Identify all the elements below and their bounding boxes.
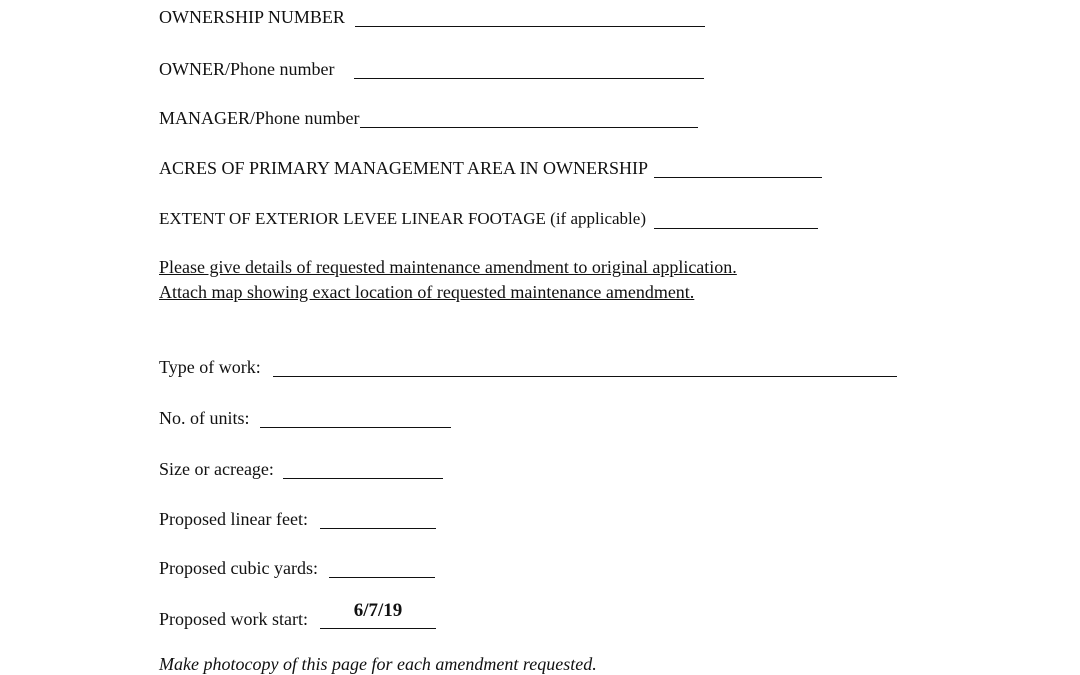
owner-phone-field[interactable] <box>354 58 704 79</box>
size-row <box>159 458 443 479</box>
type-of-work-row <box>159 356 897 377</box>
type-of-work-label: Type of work: <box>159 357 261 377</box>
instruction-details: Please give details of requested maintenance amendment to original application. <box>159 257 737 277</box>
units-row <box>159 407 451 428</box>
instruction-map: Attach map showing exact location of requested maintenance amendment. <box>159 282 695 302</box>
levee-label: EXTENT OF EXTERIOR LEVEE LINEAR FOOTAGE (if applicable) <box>159 209 646 228</box>
levee-field[interactable] <box>654 208 818 229</box>
work-start-value: 6/7/19 <box>353 600 403 621</box>
linear-feet-row <box>159 508 436 529</box>
size-field[interactable] <box>283 458 443 479</box>
work-start-field[interactable] <box>320 600 436 629</box>
manager-phone-field[interactable] <box>360 107 698 128</box>
units-label: No. of units: <box>159 408 250 428</box>
cubic-yards-field[interactable] <box>329 557 435 578</box>
acres-field[interactable] <box>654 157 822 178</box>
levee-row <box>159 208 818 229</box>
cubic-yards-row <box>159 557 435 578</box>
linear-feet-field[interactable] <box>320 508 436 529</box>
ownership-number-field[interactable] <box>355 6 705 27</box>
cubic-yards-label: Proposed cubic yards: <box>159 558 318 578</box>
acres-label: ACRES OF PRIMARY MANAGEMENT AREA IN OWNERSHIP <box>159 158 649 178</box>
type-of-work-field[interactable] <box>273 356 897 377</box>
owner-phone-row <box>159 58 704 79</box>
manager-phone-label: MANAGER/Phone number <box>159 108 360 128</box>
work-start-row <box>159 600 436 629</box>
photocopy-note: Make photocopy of this page for each amendment requested. <box>159 654 597 674</box>
acres-row <box>159 157 822 178</box>
size-label: Size or acreage: <box>159 459 274 479</box>
owner-phone-label: OWNER/Phone number <box>159 59 335 79</box>
ownership-number-label: OWNERSHIP NUMBER <box>159 7 345 27</box>
linear-feet-label: Proposed linear feet: <box>159 509 308 529</box>
manager-phone-row <box>159 107 698 128</box>
ownership-number-row <box>159 6 705 27</box>
units-field[interactable] <box>260 407 451 428</box>
work-start-label: Proposed work start: <box>159 609 308 629</box>
